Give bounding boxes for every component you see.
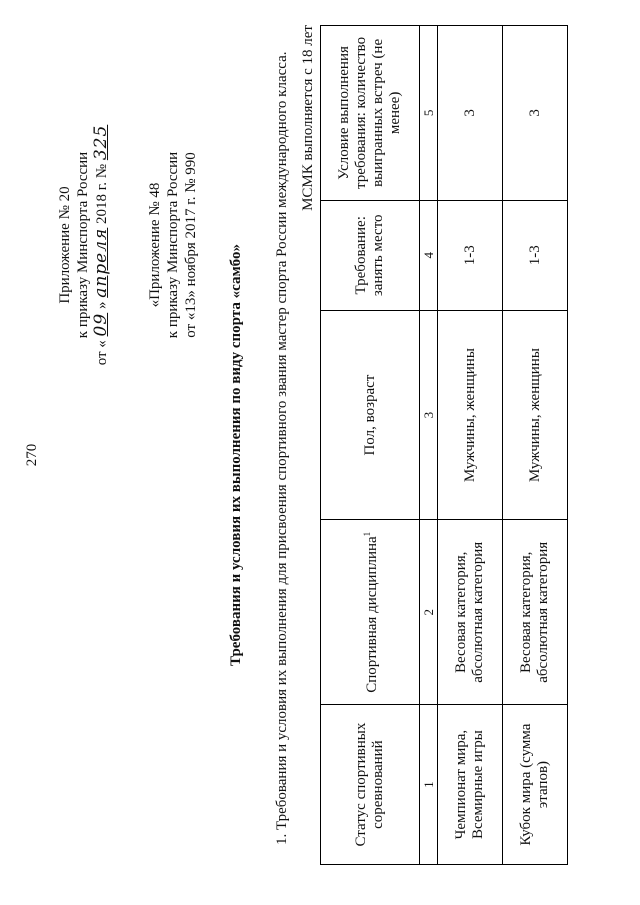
cell-gender-age: Мужчины, женщины: [503, 310, 568, 520]
column-number: 4: [420, 200, 438, 310]
column-number-row: [420, 26, 438, 865]
appendix-prev-line3: от «13» ноября 2017 г. № 990: [183, 152, 199, 338]
handwritten-day: 09: [91, 312, 111, 337]
cell-place: 1-3: [438, 200, 503, 310]
cell-status: Чемпионат мира, Всемирные игры: [438, 705, 503, 865]
table-header-row: [321, 26, 420, 865]
header-gender-age: Пол, возраст: [321, 310, 420, 520]
appendix-current-date: [92, 35, 111, 455]
age-note: МСМК выполняется с 18 лет: [300, 25, 316, 211]
table-row: [438, 26, 503, 865]
page-number: 270: [24, 443, 40, 467]
cell-status: Кубок мира (сумма этапов): [503, 705, 568, 865]
cell-gender-age: Мужчины, женщины: [438, 310, 503, 520]
handwritten-month: апреля: [91, 227, 111, 298]
appendix-current-line2: к приказу Минспорта России: [75, 151, 91, 339]
header-discipline-text: Спортивная дисциплина: [364, 536, 380, 693]
footnote-mark: 1: [362, 531, 372, 537]
handwritten-number: 325: [91, 124, 111, 161]
appendix-current-line1: Приложение № 20: [57, 186, 73, 304]
appendix-current: [56, 35, 111, 455]
date-mid: »: [94, 301, 110, 310]
appendix-prev-line1: «Приложение № 48: [147, 182, 163, 308]
column-number: 3: [420, 310, 438, 520]
cell-discipline: Весовая категория, абсолютная категория: [503, 520, 568, 705]
cell-wins: 3: [503, 26, 568, 201]
header-wins: Условие выполнения требования: количество выигранных встреч (не менее): [321, 26, 420, 201]
cell-wins: 3: [438, 26, 503, 201]
section-intro: 1. Требования и условия их выполнения для присвоения спортивного звания мастер спорта России международного класса.: [274, 51, 290, 845]
column-number: 1: [420, 705, 438, 865]
cell-discipline: Весовая категория, абсолютная категория: [438, 520, 503, 705]
column-number: 5: [420, 26, 438, 201]
document-title: Требования и условия их выполнения по виду спорта «самбо»: [228, 244, 244, 666]
header-place: Требование: занять место: [321, 200, 420, 310]
cell-place: 1-3: [503, 200, 568, 310]
header-discipline: [321, 520, 420, 705]
year-part: 2018 г. №: [94, 163, 110, 224]
date-prefix: от «: [94, 340, 110, 366]
header-status: Статус спортивных соревнований: [321, 705, 420, 865]
table-row: [503, 26, 568, 865]
requirements-table: [320, 25, 568, 865]
column-number: 2: [420, 520, 438, 705]
appendix-previous: [146, 35, 200, 455]
appendix-prev-line2: к приказу Минспорта России: [165, 151, 181, 339]
